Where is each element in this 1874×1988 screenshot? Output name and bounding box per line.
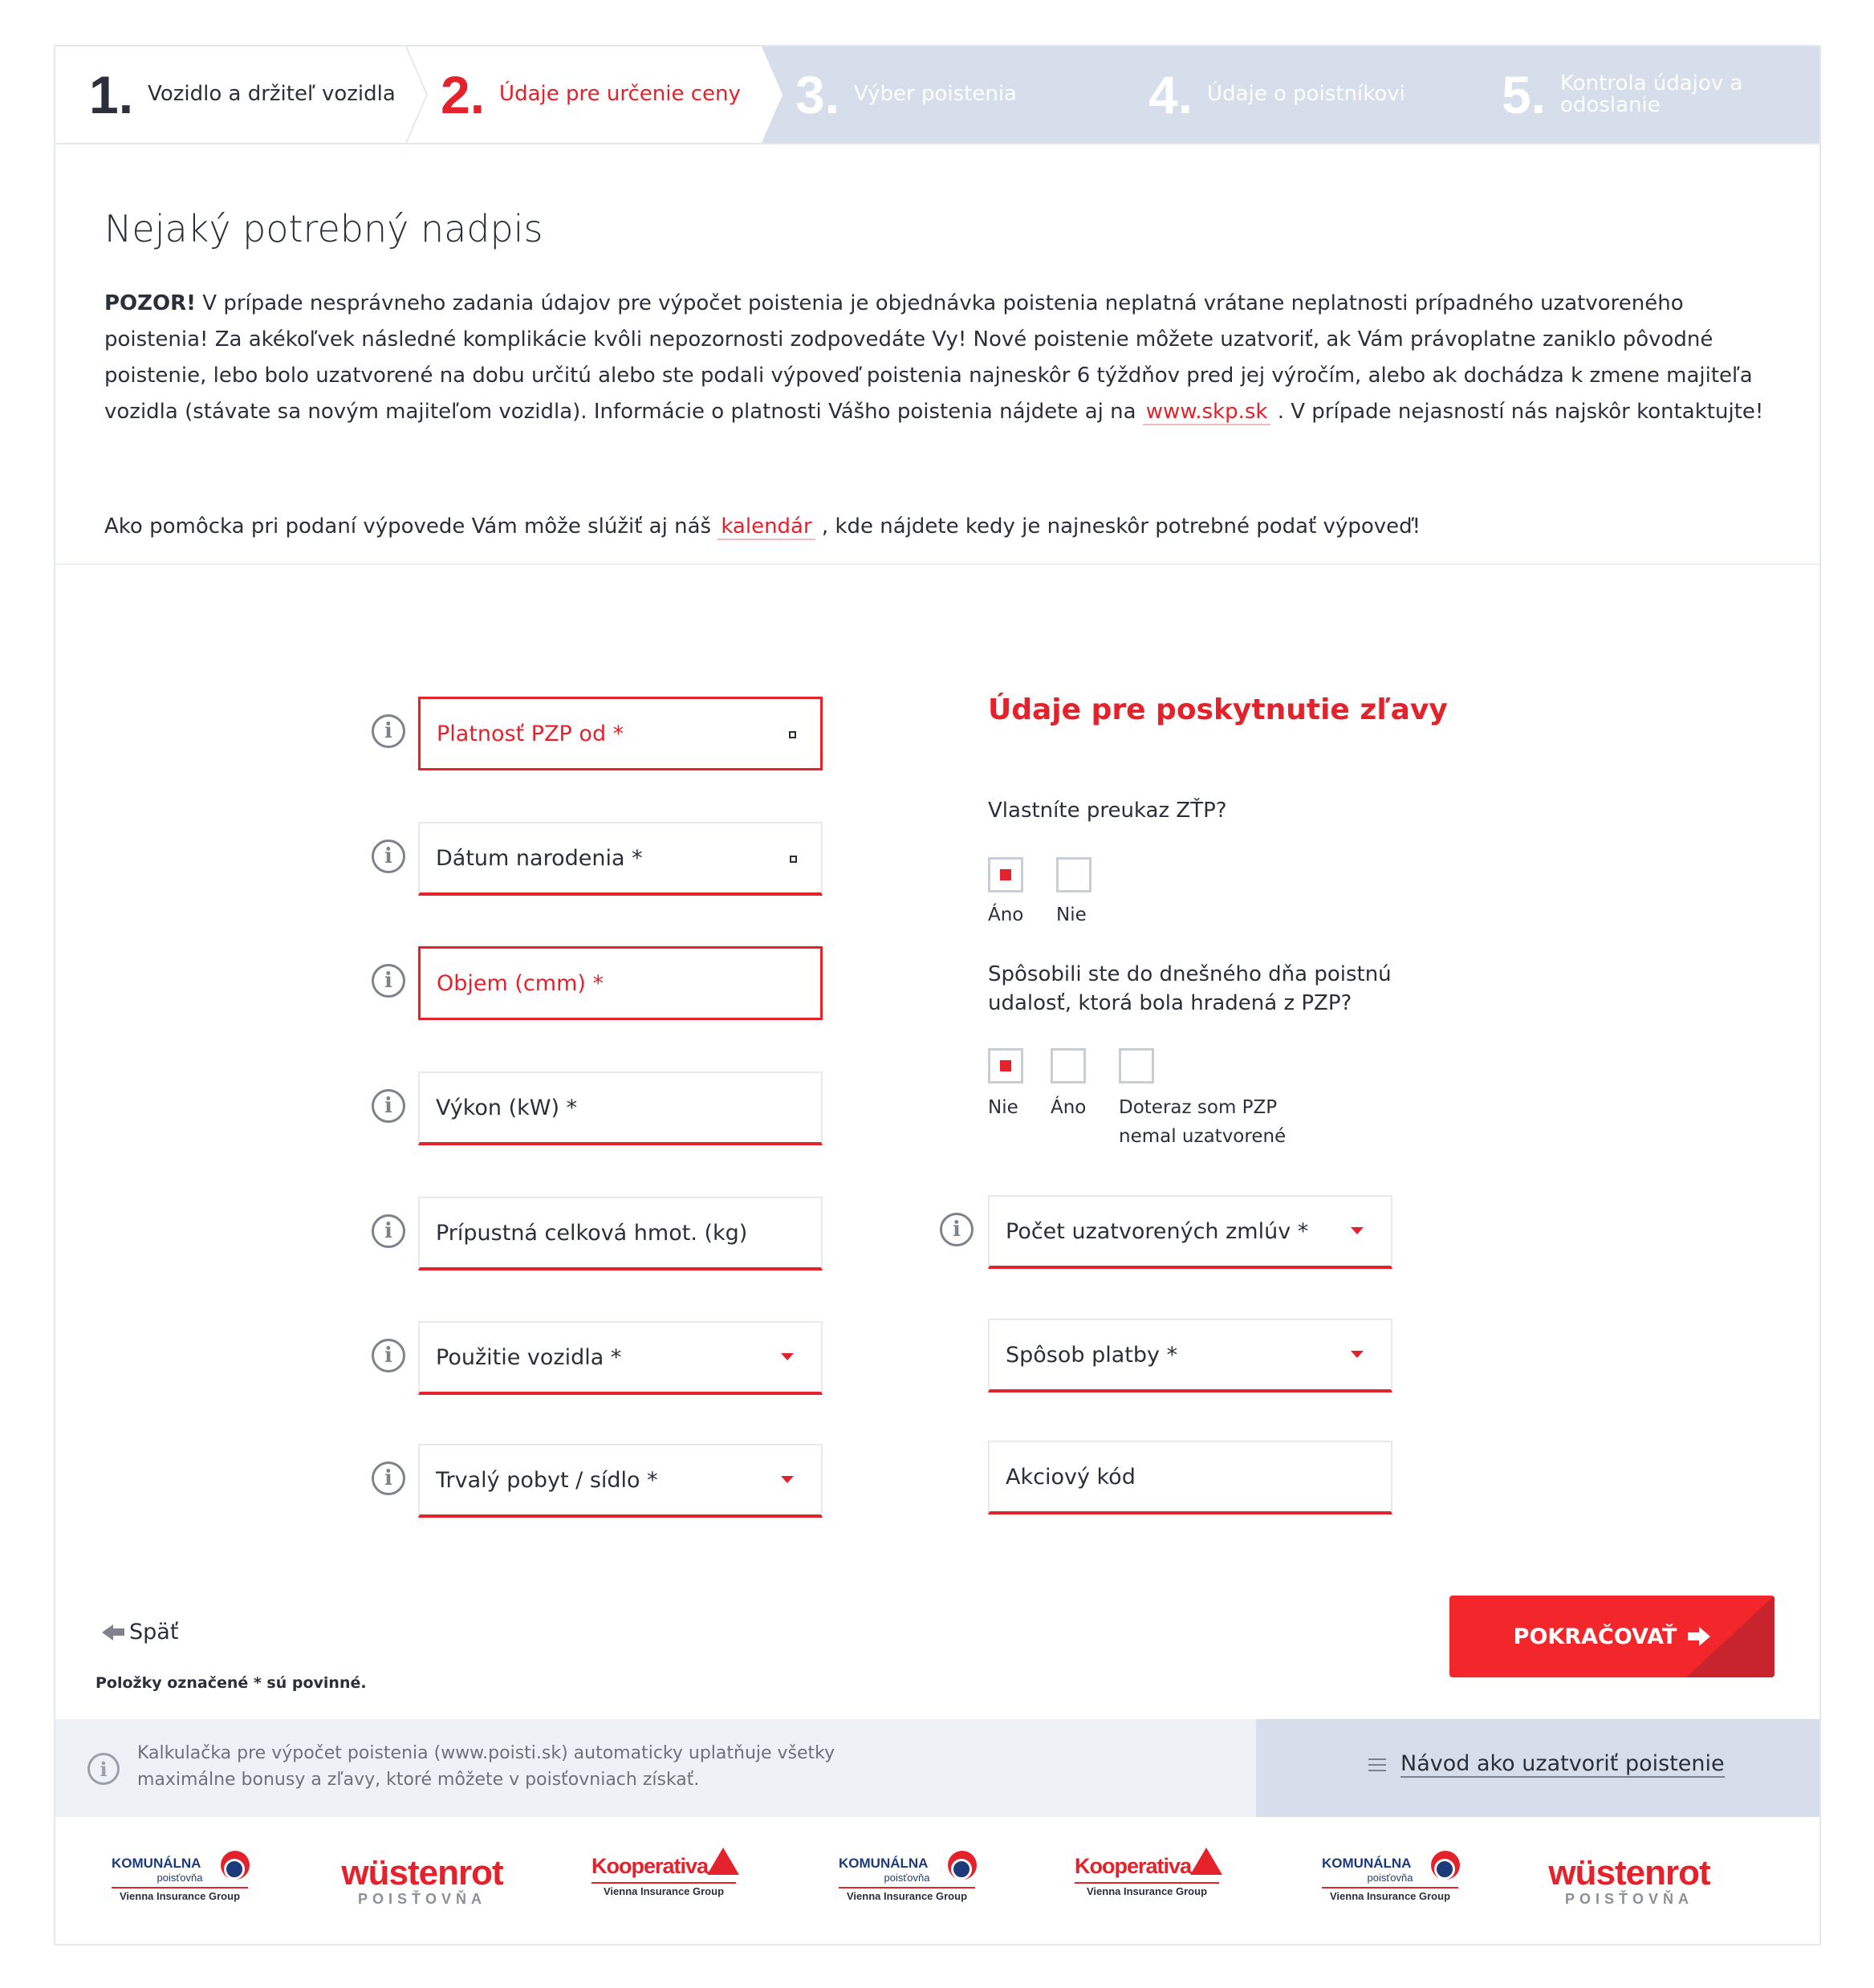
field-label: Platnosť PZP od *: [437, 721, 624, 746]
calendar-icon[interactable]: [789, 731, 796, 738]
calendar-icon[interactable]: [790, 856, 797, 863]
continue-button[interactable]: [1449, 1596, 1774, 1677]
kooperativa-logo: [591, 1856, 736, 1897]
objem-field[interactable]: [418, 946, 823, 1020]
info-icon[interactable]: i: [372, 1214, 405, 1248]
section-divider: [55, 563, 1821, 565]
pocet-zmluv-select[interactable]: [988, 1195, 1392, 1269]
step-label: [1560, 73, 1742, 117]
question-line: udalosť, ktorá bola hradená z PZP?: [988, 991, 1352, 1015]
info-icon[interactable]: i: [372, 964, 405, 998]
warning-end: . V prípade nejasností nás najskôr kontaktujte!: [1270, 400, 1764, 424]
datum-narodenia-field[interactable]: [418, 822, 823, 896]
continue-label: POKRAČOVAŤ: [1513, 1624, 1677, 1649]
komunalna-emblem: [1431, 1851, 1460, 1880]
field-label: Výkon (kW) *: [436, 1095, 578, 1120]
required-note: Položky označené * sú povinné.: [96, 1674, 367, 1692]
step-number: 4.: [1148, 65, 1193, 124]
step-3: [795, 47, 1017, 143]
field-label: Prípustná celková hmot. (kg): [436, 1220, 748, 1246]
step-label-line: Kontrola údajov a: [1560, 71, 1743, 96]
arrow-left-icon: [102, 1624, 113, 1640]
footer-info-text: [137, 1740, 940, 1793]
checkbox-label: [1119, 1093, 1286, 1151]
calendar-link[interactable]: kalendár: [717, 514, 815, 540]
kooperativa-emblem: [1190, 1848, 1222, 1875]
step-label: Výber poistenia: [854, 82, 1017, 107]
pouzitie-select[interactable]: [418, 1321, 823, 1395]
help-text: Ako pomôcka pri podaní výpovede Vám môže slúžiť aj náš: [104, 514, 718, 539]
komunalna-logo: [112, 1856, 248, 1902]
kooperativa-emblem: [707, 1848, 739, 1875]
ztp-nie-checkbox[interactable]: [1056, 857, 1091, 892]
step-number: 3.: [795, 65, 840, 124]
logo-vig: Vienna Insurance Group: [112, 1887, 248, 1902]
help-paragraph: [104, 509, 1782, 545]
step-number: 5.: [1502, 65, 1547, 124]
logo-vig: Vienna Insurance Group: [591, 1882, 736, 1897]
trvaly-pobyt-select[interactable]: [418, 1444, 823, 1518]
kooperativa-logo: [1075, 1856, 1219, 1897]
step-label: Údaje o poistníkovi: [1207, 82, 1405, 107]
hmotnost-field[interactable]: [418, 1197, 823, 1270]
step-2[interactable]: [441, 47, 741, 143]
step-label: Údaje pre určenie ceny: [499, 82, 741, 107]
info-icon[interactable]: i: [940, 1213, 974, 1246]
field-label: Akciový kód: [1006, 1464, 1136, 1490]
komunalna-logo: [839, 1856, 975, 1902]
logo-vig: Vienna Insurance Group: [839, 1887, 975, 1902]
logo-name: KOMUNÁLNA: [112, 1856, 201, 1871]
arrow-left-icon-stem: [113, 1628, 124, 1636]
info-line: maximálne bonusy a zľavy, ktoré môžete v poisťovniach získať.: [137, 1770, 700, 1790]
checkbox-label: Nie: [988, 1097, 1018, 1118]
field-label: Spôsob platby *: [1006, 1342, 1178, 1368]
info-icon[interactable]: i: [372, 714, 405, 748]
page-card: [54, 45, 1821, 1945]
page-title: Nejaký potrebný nadpis: [104, 207, 543, 250]
question-line: Spôsobili ste do dnešného dňa poistnú: [988, 962, 1392, 986]
komunalna-logo: [1322, 1856, 1458, 1902]
logo-name: KOMUNÁLNA: [1322, 1856, 1412, 1871]
claim-ano-checkbox[interactable]: [1051, 1048, 1086, 1083]
logo-sub: poisťovňa: [157, 1872, 203, 1884]
chevron-down-icon: [781, 1353, 794, 1360]
field-label: Počet uzatvorených zmlúv *: [1006, 1218, 1309, 1244]
chevron-down-icon: [1351, 1227, 1364, 1234]
step-label: Vozidlo a držiteľ vozidla: [148, 82, 396, 107]
wustenrot-logo: [338, 1853, 506, 1908]
checkbox-label: Áno: [1051, 1097, 1087, 1118]
logo-sub: poisťovňa: [1367, 1872, 1413, 1884]
ztp-ano-checkbox[interactable]: [988, 857, 1023, 892]
info-icon[interactable]: i: [372, 840, 405, 873]
guide-link[interactable]: [1368, 1751, 1725, 1778]
label-line: nemal uzatvorené: [1119, 1126, 1287, 1147]
footer-info-panel: [55, 1719, 1256, 1817]
field-label: Dátum narodenia *: [436, 845, 643, 871]
label-line: Doteraz som PZP: [1119, 1097, 1278, 1118]
insurer-logos: [55, 1817, 1821, 1945]
platnost-pzp-field[interactable]: [418, 697, 823, 770]
guide-link-text: Návod ako uzatvoriť poistenie: [1400, 1751, 1725, 1776]
logo-vig: Vienna Insurance Group: [1075, 1882, 1219, 1897]
back-label: Späť: [129, 1620, 179, 1644]
komunalna-emblem: [221, 1851, 250, 1880]
field-label: Použitie vozidla *: [436, 1344, 622, 1370]
info-line: Kalkulačka pre výpočet poistenia (www.poisti.sk) automaticky uplatňuje všetky: [137, 1743, 835, 1763]
logo-name: Kooperativa: [1075, 1854, 1192, 1878]
discount-title: Údaje pre poskytnutie zľavy: [988, 693, 1448, 726]
claim-none-checkbox[interactable]: [1119, 1048, 1154, 1083]
logo-name: wüstenrot: [341, 1853, 503, 1892]
back-button[interactable]: [102, 1620, 178, 1644]
claim-question: [988, 960, 1392, 1018]
info-icon[interactable]: i: [372, 1339, 405, 1372]
info-icon[interactable]: i: [372, 1462, 405, 1495]
wustenrot-logo: [1545, 1853, 1713, 1908]
logo-sub: POISŤOVŇA: [1564, 1891, 1693, 1907]
komunalna-emblem: [948, 1851, 977, 1880]
logo-vig: Vienna Insurance Group: [1322, 1887, 1458, 1902]
sposob-platby-select[interactable]: [988, 1319, 1392, 1392]
ztp-question: Vlastníte preukaz ZŤP?: [988, 799, 1227, 823]
logo-sub: POISŤOVŇA: [357, 1891, 486, 1907]
step-label-line: odoslanie: [1560, 93, 1661, 117]
info-icon[interactable]: i: [372, 1089, 405, 1123]
warning-text: V prípade nesprávneho zadania údajov pre výpočet poistenia je objednávka poistenia neplatná vrátane neplatnosti prípadného uzatvoreného poistenia! Za akékoľvek následné komplikácie kvôli nepozornosti zodpovedáte Vy! Nové poistenie môžete uzatvoriť, ak Vám právoplatne zaniklo pôvodné poistenie, lebo bolo uzatvorené na dobu určitú alebo ste podali výpoveď poistenia najneskôr 6 týždňov pred jej výročím, alebo ak dochádza k zmene majiteľa vozidla (stávate sa novým majiteľom vozidla). Informácie o platnosti Vášho poistenia nájdete aj na: [104, 291, 1753, 424]
logo-sub: poisťovňa: [884, 1872, 930, 1884]
checkbox-mark: [1000, 869, 1011, 880]
checkbox-label: Áno: [988, 905, 1024, 925]
step-4: [1148, 47, 1405, 143]
logo-name: KOMUNÁLNA: [839, 1856, 929, 1871]
warning-bold: POZOR!: [104, 291, 196, 315]
claim-nie-checkbox[interactable]: [988, 1048, 1023, 1083]
step-number: 2.: [441, 65, 486, 124]
field-label: Trvalý pobyt / sídlo *: [436, 1467, 658, 1493]
logo-name: wüstenrot: [1548, 1853, 1710, 1892]
chevron-down-icon: [1351, 1351, 1364, 1358]
step-number: 1.: [89, 65, 134, 124]
warning-paragraph: [104, 286, 1782, 430]
field-label: Objem (cmm) *: [437, 970, 604, 996]
step-1[interactable]: [89, 47, 396, 143]
menu-icon: [1368, 1758, 1386, 1771]
footer-guide-panel: [1256, 1719, 1821, 1817]
logo-name: Kooperativa: [591, 1854, 709, 1878]
skp-link[interactable]: www.skp.sk: [1143, 400, 1271, 425]
akciovy-kod-field[interactable]: [988, 1441, 1392, 1514]
checkbox-label: Nie: [1056, 905, 1087, 925]
step-5: [1502, 47, 1742, 143]
arrow-right-icon: [1688, 1627, 1710, 1646]
chevron-down-icon: [781, 1476, 794, 1483]
help-end: , kde nájdete kedy je najneskôr potrebné podať výpoveď!: [815, 514, 1421, 539]
progress-steps: [55, 47, 1821, 144]
info-icon: i: [87, 1753, 120, 1785]
vykon-field[interactable]: [418, 1071, 823, 1145]
checkbox-mark: [1000, 1060, 1011, 1071]
